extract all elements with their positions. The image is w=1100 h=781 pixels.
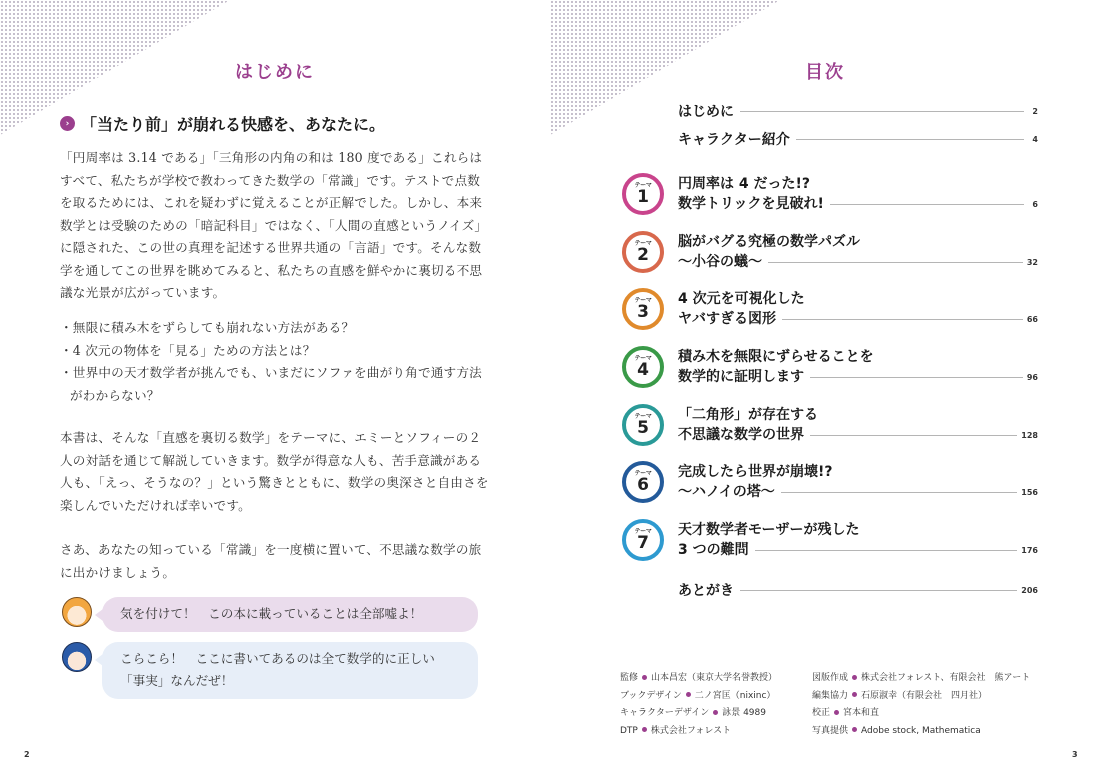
credits-left: [620, 670, 777, 740]
leader-line: [796, 139, 1024, 140]
toc-entry-afterword[interactable]: [678, 580, 1038, 600]
toc-entry-theme-2[interactable]: [622, 231, 1038, 277]
toc-page-number: 96: [1026, 372, 1038, 382]
theme-number-badge: テーマ 1: [622, 173, 664, 215]
page-title: はじめに: [235, 62, 315, 83]
theme-title-line2: 数学的に証明します: [678, 369, 804, 385]
chevron-right-icon: ›: [60, 116, 75, 131]
dot-icon: [686, 692, 691, 697]
list-item: ・世界中の天才数学者が挑んでも、いまだにソファを曲がり角で通す方法がわからない？: [60, 365, 482, 403]
leader-line: [810, 435, 1017, 436]
dot-icon: [834, 710, 839, 715]
dialog-sophie: [62, 642, 478, 699]
theme-title-line1: 「二角形」が存在する: [678, 407, 818, 423]
toc-entry-theme-4[interactable]: [622, 346, 1038, 392]
theme-title-line1: 4 次元を可視化した: [678, 291, 805, 307]
leader-line: [830, 204, 1024, 205]
toc-label: あとがき: [678, 583, 734, 599]
toc-page-number: 4: [1032, 134, 1038, 144]
intro-paragraph-2: 本書は、そんな「直感を裏切る数学」をテーマに、エミーとソフィーの２人の対話を通じて解説していきます。数学が得意な人も、苦手意識がある人も、「えっ、そうなの？」という驚きとともに、数学の奥深さと自由さを楽しんでいただければ幸いです。: [60, 430, 489, 513]
page-title: 目次: [805, 62, 845, 83]
toc-entry-theme-5[interactable]: [622, 404, 1038, 450]
right-page: [550, 0, 1100, 781]
credits-right: [812, 670, 1030, 740]
dot-icon: [713, 710, 718, 715]
page-number: 2: [24, 750, 30, 759]
avatar-emmy: [62, 597, 92, 627]
credit-row: 図版作成 株式会社フォレスト、有限会社 熊アート: [812, 673, 1031, 683]
theme-title-line1: 円周率は 4 だった!?: [678, 176, 810, 192]
leader-line: [755, 550, 1018, 551]
toc-entry-theme-3[interactable]: [622, 288, 1038, 334]
leader-line: [768, 262, 1023, 263]
leader-line: [810, 377, 1023, 378]
toc-page-number: 66: [1026, 314, 1038, 324]
speech-bubble: こらこら！ ここに書いてあるのは全て数学的に正しい「事実」なんだぜ！: [102, 642, 478, 699]
intro-paragraph-1: 「円周率は 3.14 である」「三角形の内角の和は 180 度である」これらはすべて、私たちが学校で教わってきた数学の「常識」です。テストで点数を取るためには、これを疑わずに覚えることが正解でした。しかし、本来数学とは受験のための「暗記科目」ではなく、「人間の直感というノイズ」に隠された、この世の真理を記述する世界共通の「言語」です。そんな数学を通してこの世界を眺めてみると、私たちの直感を鮮やかに裏切る不思議な光景が広がっています。: [60, 150, 488, 300]
credit-row: ブックデザイン 二ノ宮匡（nixinc）: [620, 690, 776, 701]
toc-page-number: 176: [1021, 545, 1038, 555]
avatar-sophie: [62, 642, 92, 672]
dot-icon: [852, 675, 857, 680]
list-item: ・無限に積み木をずらしても崩れない方法がある？: [60, 320, 355, 335]
credit-row: キャラクターデザイン 詠景 4989: [620, 708, 766, 718]
theme-number-badge: テーマ 4: [622, 346, 664, 388]
speech-bubble: 気を付けて！ この本に載っていることは全部嘘よ！: [102, 597, 478, 632]
intro-paragraph-3: さあ、あなたの知っている「常識」を一度横に置いて、不思議な数学の旅に出かけましょう。: [60, 542, 482, 580]
dot-icon: [642, 727, 647, 732]
theme-title-line2: 3 つの難問: [678, 542, 749, 558]
theme-title-line2: 〜小谷の蟻〜: [678, 254, 762, 270]
theme-title-line1: 完成したら世界が崩壊!?: [678, 464, 833, 480]
theme-number-badge: テーマ 3: [622, 288, 664, 330]
leader-line: [782, 319, 1023, 320]
credit-row: DTP 株式会社フォレスト: [620, 725, 732, 736]
toc-label: キャラクター紹介: [678, 132, 790, 148]
theme-number-badge: テーマ 7: [622, 519, 664, 561]
toc-entry-theme-7[interactable]: [622, 519, 1038, 565]
credit-row: 写真提供 Adobe stock, Mathematica: [812, 725, 981, 736]
toc-page-number: 156: [1021, 487, 1038, 497]
toc-entry-theme-6[interactable]: [622, 461, 1038, 507]
dialog-emmy: [62, 597, 478, 632]
theme-title-line2: 〜ハノイの塔〜: [678, 484, 775, 500]
dot-icon: [852, 727, 857, 732]
toc-page-number: 206: [1021, 585, 1038, 595]
dot-icon: [642, 675, 647, 680]
toc-entry-characters[interactable]: [678, 129, 1038, 149]
theme-title-line2: ヤバすぎる図形: [678, 311, 776, 327]
theme-title-line1: 脳がバグる究極の数学パズル: [678, 234, 860, 250]
toc-page-number: 6: [1032, 199, 1038, 209]
theme-title-line1: 天才数学者モーザーが残した: [678, 522, 860, 538]
theme-number-badge: テーマ 5: [622, 404, 664, 446]
leader-line: [781, 492, 1018, 493]
question-list: [60, 317, 490, 407]
list-item: ・4 次元の物体を「見る」ための方法とは？: [60, 342, 316, 358]
theme-title-line2: 数学トリックを見破れ!: [678, 196, 824, 212]
credit-row: 校正 宮本和直: [812, 708, 880, 718]
toc-page-number: 32: [1026, 257, 1038, 267]
dot-icon: [852, 692, 857, 697]
toc-entry-theme-1[interactable]: [622, 173, 1038, 219]
credit-row: 編集協力 石原淑幸（有限会社 四月社）: [812, 690, 988, 701]
leader-line: [740, 111, 1024, 112]
toc-label: はじめに: [678, 104, 734, 120]
section-subheading: [60, 112, 385, 135]
leader-line: [740, 590, 1017, 591]
subheading-text: 「当たり前」が崩れる快感を、あなたに。: [81, 115, 386, 134]
toc-entry-introduction[interactable]: [678, 101, 1038, 121]
credit-row: 監修 山本昌宏（東京大学名誉教授）: [620, 673, 778, 683]
theme-title-line1: 積み木を無限にずらせることを: [678, 349, 874, 365]
toc-page-number: 2: [1032, 106, 1038, 116]
toc-page-number: 128: [1021, 430, 1038, 440]
theme-number-badge: テーマ 2: [622, 231, 664, 273]
theme-number-badge: テーマ 6: [622, 461, 664, 503]
page-number: 3: [1072, 750, 1078, 759]
theme-title-line2: 不思議な数学の世界: [678, 427, 804, 443]
